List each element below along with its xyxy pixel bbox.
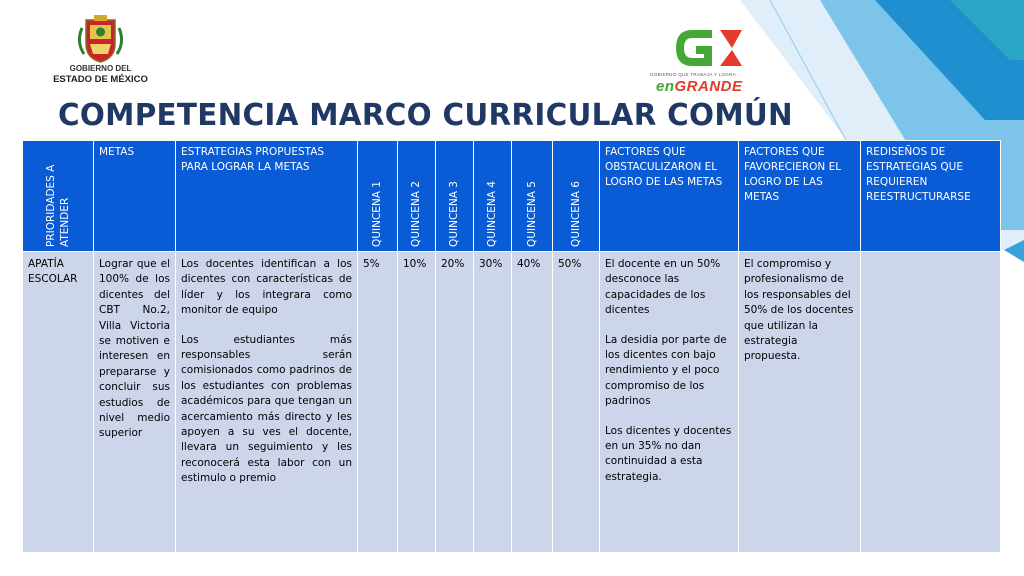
table-row (23, 252, 1001, 553)
header-quincena-6 (553, 141, 600, 252)
header-prioridades-label: PRIORIDADES A ATENDER (45, 164, 71, 247)
estado-de-mexico-logo (38, 14, 178, 92)
header-q1-label: QUINCENA 1 (371, 181, 383, 247)
logo-left-line1: GOBIERNO DEL (69, 64, 132, 73)
header-q2-label: QUINCENA 2 (410, 181, 422, 247)
obstaculizaron-1: El docente en un 50% desconoce las capacidades de los dicentes (605, 258, 721, 317)
header-q6-label: QUINCENA 6 (569, 181, 582, 247)
header-quincena-4 (474, 141, 512, 252)
header-metas: METAS (94, 141, 176, 252)
cell-redisenos (861, 252, 1001, 553)
cell-quincena-3: 20% (436, 252, 474, 553)
estrategia-2: Los estudiantes más responsables serán comisionados como padrinos de los estudiantes con problemas académicos para que tengan un acercamiento más directo y les apoyen a su ves el docente, llevara un seguimiento y les reconocerá esta labor con un estimulo o premio (181, 333, 352, 485)
cell-favorecieron: El compromiso y profesionalismo de los responsables del 50% de los docentes que utilizan la estrategia propuesta. (739, 252, 861, 553)
logo-left-line2: ESTADO DE MÉXICO (53, 74, 148, 85)
logo-right-tagline: GOBIERNO QUE TRABAJA Y LOGRA (650, 72, 736, 77)
page-title: COMPETENCIA MARCO CURRICULAR COMÚN (58, 98, 793, 133)
header-estrategias: ESTRATEGIAS PROPUESTAS PARA LOGRAR LA METAS (176, 141, 358, 252)
header-obstaculizaron: FACTORES QUE OBSTACULIZARON EL LOGRO DE LAS METAS (600, 141, 739, 252)
header-quincena-5 (512, 141, 553, 252)
cell-quincena-1: 5% (358, 252, 398, 553)
cell-quincena-2: 10% (398, 252, 436, 553)
header-q6-wrap (558, 145, 594, 247)
header-prioridades (23, 141, 94, 252)
header-q5-label: QUINCENA 5 (525, 181, 538, 247)
estrategia-1: Los docentes identifican a los dicentes con características de líder y los integrara como monitor de equipo (181, 258, 352, 317)
cell-quincena-5: 40% (512, 252, 553, 553)
header-q2-wrap (403, 145, 430, 247)
cell-estrategias (176, 252, 358, 553)
obstaculizaron-2: La desidia por parte de los dicentes con bajo rendimiento y el poco compromiso de los padrinos (605, 333, 727, 408)
brand-en: en (656, 78, 675, 95)
engrande-logo (640, 22, 770, 102)
brand-grande: GRANDE (674, 78, 743, 95)
cell-meta: Lograr que el 100% de los dicentes del CBT No.2, Villa Victoria se motiven e interesen en prepararse y concluir sus estudios de nivel medio superior (94, 252, 176, 553)
header-prioridades-wrap (28, 145, 88, 247)
header-quincena-2 (398, 141, 436, 252)
header-redisenos: REDISEÑOS DE ESTRATEGIAS QUE REQUIEREN REESTRUCTURARSE (861, 141, 1001, 252)
competencia-table (22, 140, 1001, 553)
logo-right-brand (656, 78, 743, 95)
cell-obstaculizaron (600, 252, 739, 553)
header-q4-label: QUINCENA 4 (486, 181, 498, 247)
header-q4-wrap (479, 145, 506, 247)
header-q1-wrap (363, 145, 392, 247)
table-header-row (23, 141, 1001, 252)
obstaculizaron-3: Los dicentes y docentes en un 35% no dan continuidad a esta estrategia. (605, 424, 732, 483)
coat-of-arms-icon (38, 14, 163, 64)
header-quincena-3 (436, 141, 474, 252)
header-q3-wrap (441, 145, 468, 247)
cell-quincena-4: 30% (474, 252, 512, 553)
header-favorecieron: FACTORES QUE FAVORECIERON EL LOGRO DE LAS METAS (739, 141, 861, 252)
g-letter-icon (640, 22, 770, 72)
header-q5-wrap (517, 145, 547, 247)
cell-prioridad: APATÍA ESCOLAR (23, 252, 94, 553)
cell-quincena-6: 50% (553, 252, 600, 553)
header-quincena-1 (358, 141, 398, 252)
header-q3-label: QUINCENA 3 (448, 181, 460, 247)
